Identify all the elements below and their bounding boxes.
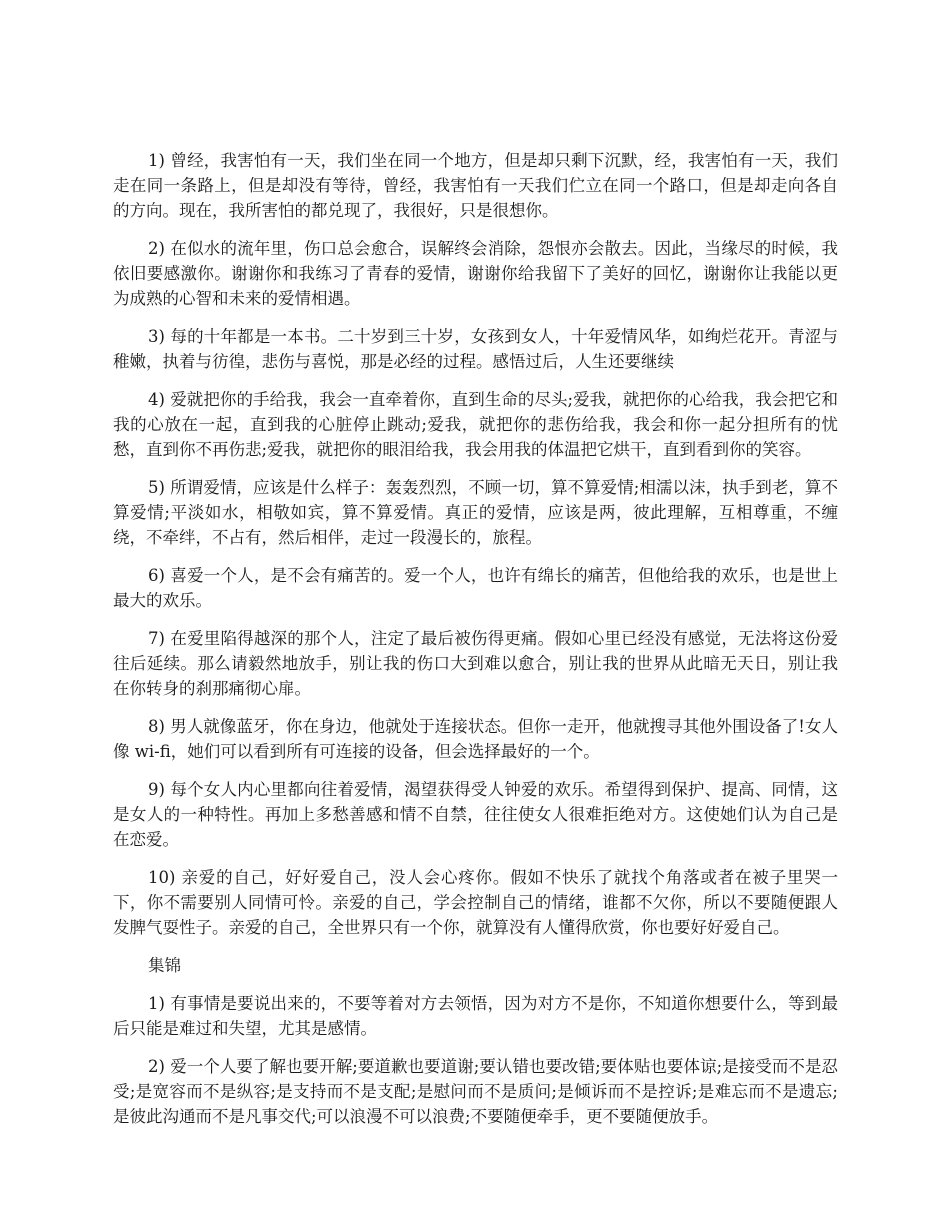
section-heading: 集锦 [148, 956, 181, 975]
paragraph-2: 2) 在似水的流年里，伤口总会愈合，误解终会消除，怨恨亦会散去。因此，当缘尽的时候，我依旧要感激你。谢谢你和我练习了青春的爱情，谢谢你给我留下了美好的回忆，谢谢你让我能以更为成熟的心智和未来的爱情相遇。 [113, 239, 838, 308]
paragraph-3: 3) 每的十年都是一本书。二十岁到三十岁，女孩到女人，十年爱情风华，如绚烂花开。青涩与稚嫩，执着与彷徨，悲伤与喜悦，那是必经的过程。感悟过后，人生还要继续 [113, 327, 838, 371]
paragraph-4: 4) 爱就把你的手给我，我会一直牵着你，直到生命的尽头;爱我，就把你的心给我，我会把它和我的心放在一起，直到我的心脏停止跳动;爱我，就把你的悲伤给我，我会和你一起分担所有的忧愁，直到你不再伤悲;爱我，就把你的眼泪给我，我会用我的体温把它烘干，直到看到你的笑容。 [113, 390, 838, 459]
section-paragraph-1: 1) 有事情是要说出来的，不要等着对方去领悟，因为对方不是你，不知道你想要什么，等到最后只能是难过和失望，尤其是感情。 [113, 994, 838, 1038]
paragraph-5: 5) 所谓爱情，应该是什么样子：轰轰烈烈，不顾一切，算不算爱情;相濡以沫，执手到老，算不算爱情;平淡如水，相敬如宾，算不算爱情。真正的爱情，应该是两，彼此理解，互相尊重，不缠绕，不牵绊，不占有，然后相伴，走过一段漫长的，旅程。 [113, 478, 838, 547]
paragraph-7: 7) 在爱里陷得越深的那个人，注定了最后被伤得更痛。假如心里已经没有感觉，无法将这份爱往后延续。那么请毅然地放手，别让我的伤口大到难以愈合，别让我的世界从此暗无天日，别让我在你转身的刹那痛彻心扉。 [113, 629, 838, 698]
paragraph-10: 10) 亲爱的自己，好好爱自己，没人会心疼你。假如不快乐了就找个角落或者在被子里哭一下，你不需要别人同情可怜。亲爱的自己，学会控制自己的情绪，谁都不欠你，所以不要随便跟人发脾气耍性子。亲爱的自己，全世界只有一个你，就算没有人懂得欣赏，你也要好好爱自己。 [113, 868, 838, 937]
section-paragraph-2: 2) 爱一个人要了解也要开解;要道歉也要道谢;要认错也要改错;要体贴也要体谅;是接受而不是忍受;是宽容而不是纵容;是支持而不是支配;是慰问而不是质问;是倾诉而不是控诉;是难忘而不是遗忘;是彼此沟通而不是凡事交代;可以浪漫不可以浪费;不要随便牵手，更不要随便放手。 [113, 1057, 838, 1126]
paragraph-9: 9) 每个女人内心里都向往着爱情，渴望获得受人钟爱的欢乐。希望得到保护、提高、同情，这是女人的一种特性。再加上多愁善感和情不自禁，往往使女人很难拒绝对方。这使她们认为自己是在恋爱。 [113, 780, 838, 849]
document-body [113, 148, 838, 1142]
paragraph-1: 1) 曾经，我害怕有一天，我们坐在同一个地方，但是却只剩下沉默，经，我害怕有一天，我们走在同一条路上，但是却没有等待，曾经，我害怕有一天我们伫立在同一个路口，但是却走向各自的方向。现在，我所害怕的都兑现了，我很好，只是很想你。 [113, 151, 838, 220]
paragraph-8: 8) 男人就像蓝牙，你在身边，他就处于连接状态。但你一走开，他就搜寻其他外围设备了!女人像 wi-fi，她们可以看到所有可连接的设备，但会选择最好的一个。 [113, 717, 838, 761]
paragraph-6: 6) 喜爱一个人，是不会有痛苦的。爱一个人，也许有绵长的痛苦，但他给我的欢乐，也是世上最大的欢乐。 [113, 566, 838, 610]
